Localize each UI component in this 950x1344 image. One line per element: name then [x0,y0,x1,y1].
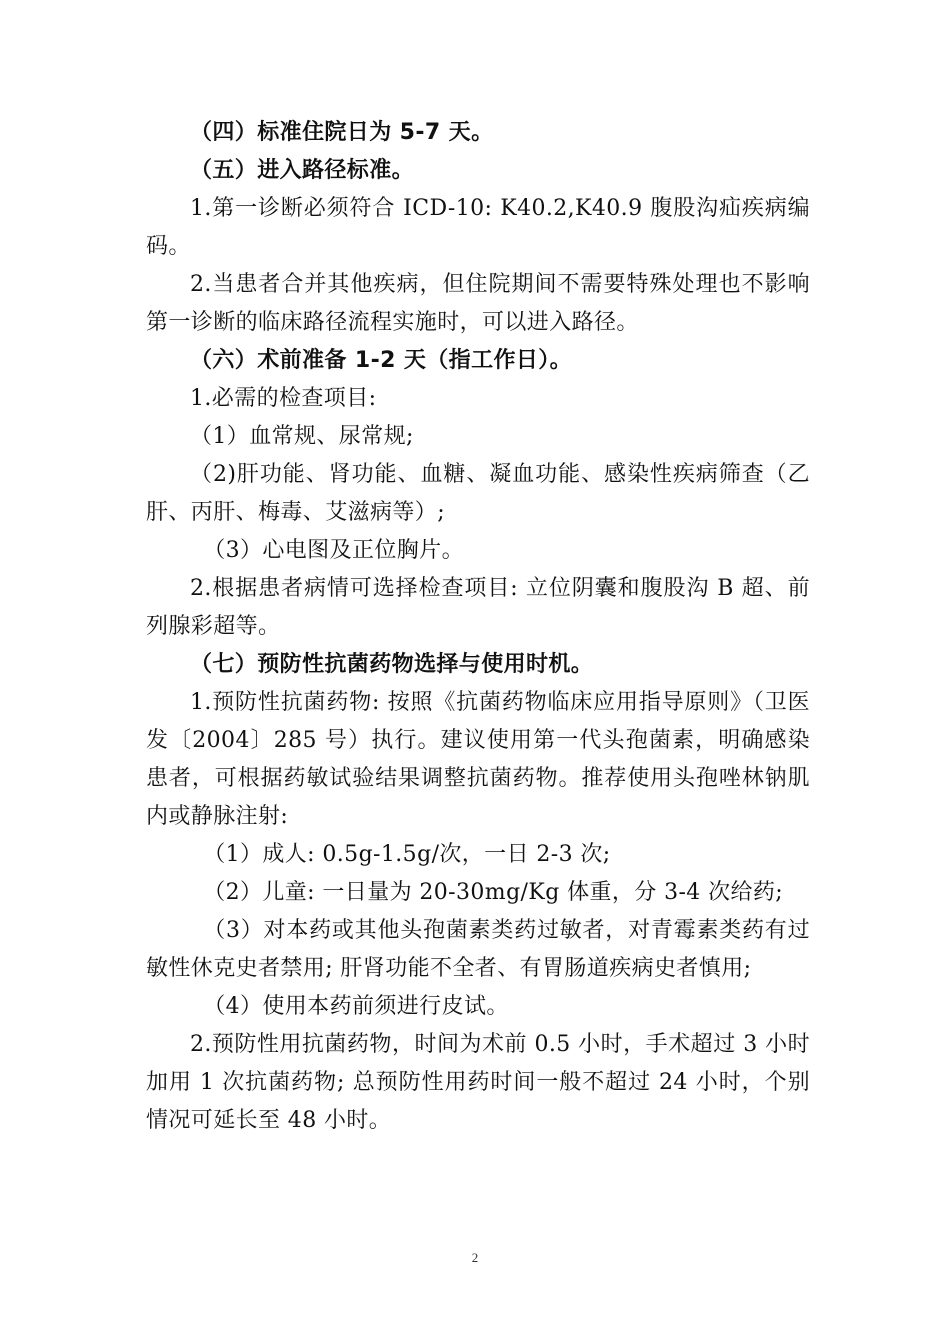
list-item-adult-dose: （1）成人: 0.5g-1.5g/次，一日 2-3 次; [203,842,611,867]
paragraph-antibiotic-selection: 1.预防性抗菌药物: 按照《抗菌药物临床应用指导原则》（卫医发〔2004〕285 号）执行。建议使用第一代头孢菌素，明确感染患者，可根据药敏试验结果调整抗菌药物。推荐使用头孢唑林钠肌内或静脉注射: [146,690,810,829]
paragraph-comorbidity: 2.当患者合并其他疾病，但住院期间不需要特殊处理也不影响第一诊断的临床路径流程实施时，可以进入路径。 [146,272,810,335]
section-heading-hospital-stay: （四）标准住院日为 5-7 天。 [190,120,494,145]
list-item-skin-test: （4）使用本药前须进行皮试。 [203,994,509,1019]
section-heading-entry-criteria: （五）进入路径标准。 [190,158,415,183]
list-item-child-dose: （2）儿童: 一日量为 20-30mg/Kg 体重，分 3-4 次给药; [203,880,784,905]
list-item-contraindications: （3）对本药或其他头孢菌素类药过敏者，对青霉素类药有过敏性休克史者禁用; 肝肾功能不全者、有胃肠道疾病史者慎用; [146,918,810,981]
paragraph-antibiotic-timing: 2.预防性用抗菌药物，时间为术前 0.5 小时，手术超过 3 小时加用 1 次抗菌药物; 总预防性用药时间一般不超过 24 小时，个别情况可延长至 48 小时。 [146,1032,810,1133]
list-item-ecg-xray: （3）心电图及正位胸片。 [203,538,464,563]
section-heading-preop-prep: （六）术前准备 1-2 天（指工作日）。 [190,348,573,373]
paragraph-optional-tests: 2.根据患者病情可选择检查项目: 立位阴囊和腹股沟 B 超、前列腺彩超等。 [146,576,810,639]
list-item-blood-urine: （1）血常规、尿常规; [190,424,414,449]
section-heading-antibiotics: （七）预防性抗菌药物选择与使用时机。 [190,652,594,677]
paragraph-required-tests: 1.必需的检查项目: [190,386,377,411]
page-number: 2 [471,1250,479,1265]
document-body [146,114,810,1140]
list-item-liver-kidney: （2)肝功能、肾功能、血糖、凝血功能、感染性疾病筛查（乙肝、丙肝、梅毒、艾滋病等）; [146,462,810,525]
paragraph-diagnosis-code: 1.第一诊断必须符合 ICD-10: K40.2,K40.9 腹股沟疝疾病编码。 [146,196,810,259]
